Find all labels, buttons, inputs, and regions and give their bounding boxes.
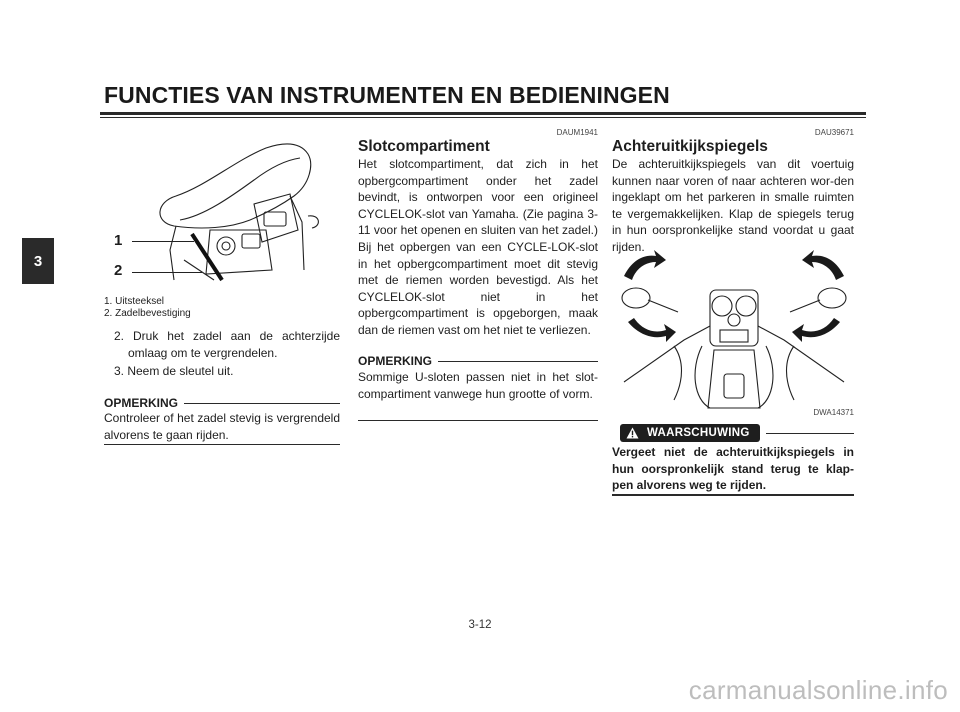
step-2-cont: omlaag om te vergrendelen. [128, 346, 278, 360]
note-label-middle: OPMERKING [358, 354, 433, 368]
leader-line-2 [132, 272, 202, 273]
mirrors-illustration [614, 250, 854, 410]
ref-code-right: DAU39671 [814, 128, 854, 137]
warning-badge [620, 424, 760, 442]
note-heading [104, 396, 340, 410]
note-label: OPMERKING [104, 396, 179, 410]
section-heading-slotcompartiment: Slotcompartiment [358, 138, 490, 155]
chapter-tab: 3 [22, 238, 54, 284]
warning-heading [620, 424, 854, 442]
note-heading-middle [358, 354, 598, 368]
step-3: 3. Neem de sleutel uit. [114, 364, 234, 378]
note-text-middle: Sommige U-sloten passen niet in het slot-compartiment vanwege hun grootte of vorm. [358, 370, 598, 401]
figure-label-1: 1 [114, 232, 123, 249]
warning-triangle-icon [626, 427, 639, 439]
caption-1: 1. Uitsteeksel [104, 296, 165, 307]
leader-line-1 [132, 241, 194, 242]
figure-code-right: DWA14371 [813, 408, 854, 417]
figure-label-2: 2 [114, 262, 123, 279]
watermark: carmanualsonline.info [688, 675, 948, 705]
page-number: 3-12 [468, 619, 492, 631]
caption-2: 2. Zadelbevestiging [104, 308, 191, 319]
warning-text: Vergeet niet de achteruitkijkspiegels in hun oorspronkelijk stand terug te klap-pen alvorens weg te rijden. [612, 445, 854, 493]
section-heading-spiegels: Achteruitkijkspiegels [612, 138, 768, 155]
step-2: 2. Druk het zadel aan de achterzijde [114, 329, 340, 343]
note-end-rule-middle [358, 420, 598, 421]
page-header-title: FUNCTIES VAN INSTRUMENTEN EN BEDIENINGEN [104, 82, 670, 108]
body-text-spiegels: De achteruitkijkspiegels van dit voertuig kunnen naar voren of naar achteren wor-den ingeklapt om het parkeren in smalle ruimten te vergemakkelijken. Klap de spiegels terug in hun oorspronkelijke stand voordat u gaat rijden. [612, 157, 854, 254]
warning-label: WAARSCHUWING [647, 427, 750, 439]
body-text-slotcompartiment: Het slotcompartiment, dat zich in het opbergcompartiment onder het zadel bevindt, is ontworpen voor een origineel CYCLELOK-slot van Yamaha. (Zie pagina 3-11 voor het openen en sluiten van het zadel.) Bij het opbergen van een CYCLE-LOK-slot in het opbergcompartiment moet dit stevig met de riemen worden bevestigd. Als het CYCLELOK-slot niet in het opbergcompartiment is opgeborgen, maak dan de riemen vast om het niet te verliezen. [358, 157, 598, 337]
warning-end-rule [612, 494, 854, 496]
ref-code-middle: DAUM1941 [556, 128, 598, 137]
header-rule-thin [100, 117, 866, 118]
seat-lock-illustration [114, 130, 324, 288]
note-end-rule [104, 444, 340, 445]
note-text: Controleer of het zadel stevig is vergrendeld alvorens te gaan rijden. [104, 411, 340, 442]
header-rule [100, 112, 866, 115]
